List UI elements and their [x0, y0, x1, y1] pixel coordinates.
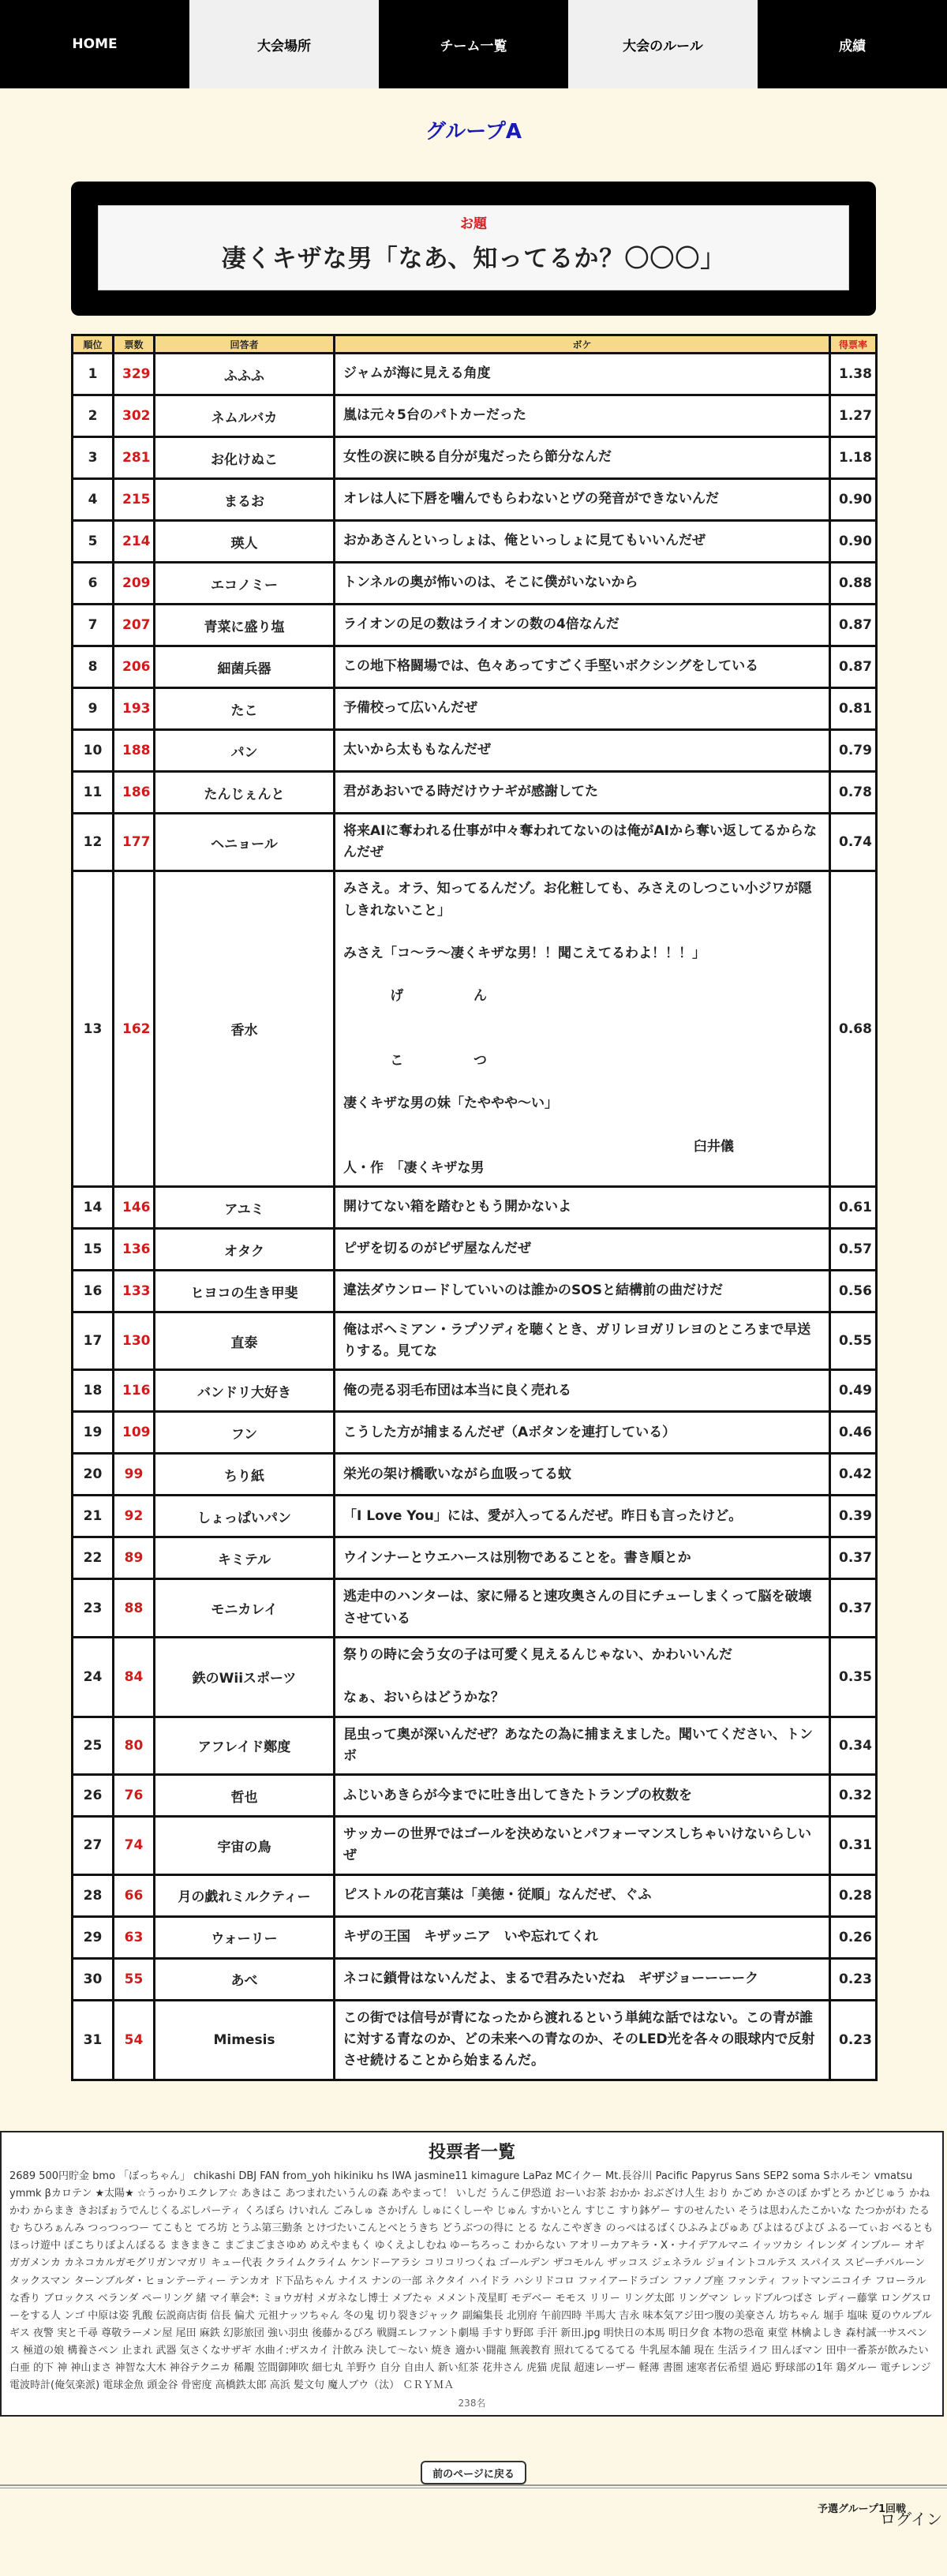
rank-cell: 2 [73, 395, 114, 437]
boke-cell: 昆虫って奥が深いんだぜ？あなたの為に捕まえました。聞いてください、トンボ [335, 1717, 830, 1774]
rank-cell: 6 [73, 563, 114, 605]
votes-cell: 146 [114, 1187, 155, 1229]
boke-cell: 女性の涙に映る自分が鬼だったら節分なんだ [335, 437, 830, 479]
rank-cell: 27 [73, 1817, 114, 1874]
rank-cell: 16 [73, 1271, 114, 1312]
boke-cell: キザの王国 キザッニア いや忘れてくれ [335, 1916, 830, 1958]
table-row [73, 1775, 877, 1817]
name-cell: 細菌兵器 [155, 646, 335, 688]
rank-cell: 1 [73, 354, 114, 395]
name-cell: ウォーリー [155, 1916, 335, 1958]
rank-cell: 31 [73, 2000, 114, 2080]
name-cell: 哲也 [155, 1775, 335, 1817]
nav-item-3[interactable]: 大会のルール [568, 0, 758, 88]
rank-cell: 5 [73, 521, 114, 563]
votes-cell: 54 [114, 2000, 155, 2080]
table-row [73, 1817, 877, 1874]
rank-cell: 18 [73, 1370, 114, 1412]
name-cell: ふふふ [155, 354, 335, 395]
votes-cell: 206 [114, 646, 155, 688]
boke-cell: この地下格闘場では、色々あってすごく手堅いボクシングをしている [335, 646, 830, 688]
name-cell: たんじぇんと [155, 772, 335, 814]
nav-item-1[interactable]: 大会場所 [189, 0, 379, 88]
name-cell: まるお [155, 479, 335, 521]
boke-cell: 「I Love You」には、愛が入ってるんだぜ。昨日も言ったけど。 [335, 1496, 830, 1537]
score-cell: 0.88 [830, 563, 877, 605]
votes-cell: 302 [114, 395, 155, 437]
votes-cell: 186 [114, 772, 155, 814]
header-rank: 順位 [73, 335, 114, 354]
score-cell: 0.74 [830, 814, 877, 871]
name-cell: パン [155, 730, 335, 772]
votes-cell: 92 [114, 1496, 155, 1537]
votes-cell: 99 [114, 1454, 155, 1496]
score-cell: 0.23 [830, 1958, 877, 2000]
table-row [73, 814, 877, 871]
score-cell: 0.26 [830, 1916, 877, 1958]
table-row [73, 563, 877, 605]
name-cell: 鉄のWiiスポーツ [155, 1637, 335, 1717]
boke-cell: 太いから太ももなんだぜ [335, 730, 830, 772]
name-cell: しょっぱいパン [155, 1496, 335, 1537]
boke-cell: 違法ダウンロードしていいのは誰かのSOSと結構前の曲だけだ [335, 1271, 830, 1312]
votes-cell: 281 [114, 437, 155, 479]
score-cell: 0.37 [830, 1537, 877, 1579]
name-cell: ヒヨコの生き甲斐 [155, 1271, 335, 1312]
table-row [73, 1271, 877, 1312]
votes-cell: 55 [114, 1958, 155, 2000]
nav-item-4[interactable]: 成績 [758, 0, 947, 88]
rank-cell: 11 [73, 772, 114, 814]
score-cell: 1.38 [830, 354, 877, 395]
votes-cell: 136 [114, 1229, 155, 1271]
votes-cell: 88 [114, 1579, 155, 1637]
score-cell: 0.87 [830, 646, 877, 688]
boke-cell: ウインナーとウエハースは別物であることを。書き順とか [335, 1537, 830, 1579]
rank-cell: 8 [73, 646, 114, 688]
header-boke: ボケ [335, 335, 830, 354]
name-cell: アユミ [155, 1187, 335, 1229]
score-cell: 0.37 [830, 1579, 877, 1637]
score-cell: 0.39 [830, 1496, 877, 1537]
score-cell: 0.79 [830, 730, 877, 772]
table-row [73, 354, 877, 395]
table-row [73, 521, 877, 563]
table-row [73, 2000, 877, 2080]
boke-cell: 開けてない箱を踏むともう開かないよ [335, 1187, 830, 1229]
main-nav [0, 0, 947, 88]
name-cell: たこ [155, 688, 335, 730]
name-cell: 宇宙の鳥 [155, 1817, 335, 1874]
name-cell: ヘニョール [155, 814, 335, 871]
header-name: 回答者 [155, 335, 335, 354]
rank-cell: 30 [73, 1958, 114, 2000]
score-cell: 0.81 [830, 688, 877, 730]
rank-cell: 19 [73, 1412, 114, 1454]
table-row [73, 437, 877, 479]
rank-cell: 24 [73, 1637, 114, 1717]
table-row [73, 1579, 877, 1637]
table-row [73, 871, 877, 1187]
table-row [73, 1312, 877, 1370]
name-cell: バンドリ大好き [155, 1370, 335, 1412]
score-cell: 0.23 [830, 2000, 877, 2080]
votes-cell: 214 [114, 521, 155, 563]
rank-cell: 26 [73, 1775, 114, 1817]
footer-divider [0, 2484, 947, 2486]
votes-cell: 76 [114, 1775, 155, 1817]
table-row [73, 688, 877, 730]
score-cell: 0.68 [830, 871, 877, 1187]
table-row [73, 646, 877, 688]
header-score: 得票率 [830, 335, 877, 354]
table-row [73, 1874, 877, 1916]
score-cell: 0.90 [830, 521, 877, 563]
rank-cell: 14 [73, 1187, 114, 1229]
score-cell: 0.78 [830, 772, 877, 814]
votes-cell: 66 [114, 1874, 155, 1916]
table-row [73, 1958, 877, 2000]
table-row [73, 1412, 877, 1454]
boke-cell: トンネルの奥が怖いのは、そこに僕がいないから [335, 563, 830, 605]
odai-inner [98, 205, 849, 290]
rank-cell: 10 [73, 730, 114, 772]
boke-cell: ライオンの足の数はライオンの数の4倍なんだ [335, 605, 830, 646]
rank-cell: 7 [73, 605, 114, 646]
table-row [73, 730, 877, 772]
voters-count: 238名 [458, 2398, 486, 2409]
odai-label: お題 [460, 216, 487, 232]
boke-cell: 逃走中のハンターは、家に帰ると速攻奥さんの目にチューしまくって脳を破壊させている [335, 1579, 830, 1637]
table-header-row [73, 335, 877, 354]
boke-cell: ふじいあきらが今までに吐き出してきたトランプの枚数を [335, 1775, 830, 1817]
votes-cell: 329 [114, 354, 155, 395]
results-table [71, 334, 878, 2081]
boke-cell: 嵐は元々5台のパトカーだった [335, 395, 830, 437]
name-cell: あべ [155, 1958, 335, 2000]
boke-cell: 俺はボヘミアン・ラプソディを聴くとき、ガリレヨガリレヨのところまで早送りする。見てな [335, 1312, 830, 1370]
score-cell: 1.27 [830, 395, 877, 437]
rank-cell: 17 [73, 1312, 114, 1370]
name-cell: Mimesis [155, 2000, 335, 2080]
rank-cell: 22 [73, 1537, 114, 1579]
votes-cell: 80 [114, 1717, 155, 1774]
rank-cell: 12 [73, 814, 114, 871]
boke-cell: 将来AIに奪われる仕事が中々奪われてないのは俺がAIから奪い返してるからなんだぜ [335, 814, 830, 871]
rank-cell: 4 [73, 479, 114, 521]
score-cell: 0.56 [830, 1271, 877, 1312]
votes-cell: 207 [114, 605, 155, 646]
name-cell: アフレイド鄭度 [155, 1717, 335, 1774]
table-row [73, 479, 877, 521]
rank-cell: 3 [73, 437, 114, 479]
boke-cell: みさえ。オラ、知ってるんだゾ。お化粧しても、みさえのしつこい小ジワが隠しきれないこと」 みさえ「コ〜ラ〜凄くキザな男！！聞こえてるわよ！！！」 げ ん こ つ 凄くキザな男の妹「たややや〜い」 臼井儀 人・作 「凄くキザな男 [335, 871, 830, 1187]
nav-item-0[interactable]: HOME [0, 0, 189, 88]
votes-cell: 74 [114, 1817, 155, 1874]
header-votes: 票数 [114, 335, 155, 354]
table-row [73, 1496, 877, 1537]
votes-cell: 109 [114, 1412, 155, 1454]
votes-cell: 162 [114, 871, 155, 1187]
login-link[interactable]: ログイン [880, 2510, 942, 2529]
rank-cell: 28 [73, 1874, 114, 1916]
votes-cell: 130 [114, 1312, 155, 1370]
score-cell: 0.28 [830, 1874, 877, 1916]
score-cell: 0.49 [830, 1370, 877, 1412]
name-cell: フン [155, 1412, 335, 1454]
boke-cell: おかあさんといっしょは、俺といっしょに見てもいいんだぜ [335, 521, 830, 563]
rank-cell: 9 [73, 688, 114, 730]
name-cell: 月の戯れミルクティー [155, 1874, 335, 1916]
boke-cell: ピストルの花言葉は「美徳・従順」なんだぜ、ぐふ [335, 1874, 830, 1916]
votes-cell: 188 [114, 730, 155, 772]
table-row [73, 1454, 877, 1496]
rank-cell: 29 [73, 1916, 114, 1958]
rank-cell: 21 [73, 1496, 114, 1537]
boke-cell: 栄光の架け橋歌いながら血吸ってる蚊 [335, 1454, 830, 1496]
table-row [73, 772, 877, 814]
votes-cell: 133 [114, 1271, 155, 1312]
table-row [73, 1916, 877, 1958]
votes-cell: 89 [114, 1537, 155, 1579]
table-row [73, 1370, 877, 1412]
name-cell: 香水 [155, 871, 335, 1187]
score-cell: 0.55 [830, 1312, 877, 1370]
score-cell: 0.87 [830, 605, 877, 646]
back-button[interactable]: 前のページに戻る [421, 2461, 526, 2484]
table-row [73, 1187, 877, 1229]
boke-cell: ジャムが海に見える角度 [335, 354, 830, 395]
score-cell: 0.32 [830, 1775, 877, 1817]
name-cell: ちり紙 [155, 1454, 335, 1496]
odai-text: 凄くキザな男「なあ、知ってるか？〇〇〇」 [221, 245, 726, 273]
boke-cell: ネコに鎖骨はないんだよ、まるで君みたいだね ギザジョーーーーク [335, 1958, 830, 2000]
score-cell: 0.61 [830, 1187, 877, 1229]
rank-cell: 23 [73, 1579, 114, 1637]
score-cell: 0.31 [830, 1817, 877, 1874]
rank-cell: 25 [73, 1717, 114, 1774]
voters-panel [0, 2131, 944, 2417]
name-cell: エコノミー [155, 563, 335, 605]
boke-cell: 俺の売る羽毛布団は本当に良く売れる [335, 1370, 830, 1412]
name-cell: キミテル [155, 1537, 335, 1579]
boke-cell: 祭りの時に会う女の子は可愛く見えるんじゃない、かわいいんだ なぁ、おいらはどうかな？ [335, 1637, 830, 1717]
boke-cell: こうした方が捕まるんだぜ（Aボタンを連打している） [335, 1412, 830, 1454]
boke-cell: この街では信号が青になったから渡れるという単純な話ではない。この青が誰に対する青なのか、どの未来への青なのか、そのLED光を各々の眼球内で反射させ続けることから始まるんだ。 [335, 2000, 830, 2080]
boke-cell: 予備校って広いんだぜ [335, 688, 830, 730]
votes-cell: 193 [114, 688, 155, 730]
rank-cell: 15 [73, 1229, 114, 1271]
voters-list: 2689 500円貯金 bmo 「ぼっちゃん」 chikashi DBJ FAN from_yoh hikiniku hs IWA jasmine11 kimagure LaPaz MCイクー Mt.長谷川 Pacific Papyrus Sans SEP2 soma Sホルモン vmatsu ymmk βカロテン ★太陽★ ☆うっかりエクレア☆ あきはこ あつまれたいうんの森 あやまって！ いしだ うんこ伊恐道 おーいお茶 おかか おぶざけ人生 おり かごめ かさのぼ かずとろ かどじゅう かねかわ からまき きおぼぉうでんじくるぶしパーティ くろぼら けいれん ごみしゅ さかげん しゅにくしーや じゅん すかいとん すじこ すり鉢ゲー すのせんたい そうは思わんたこかいな たつかがわ たるむ ちひろぁんみ つっつっつー てこもと てろ坊 とうふ第三勤条 とけづたいこんとべとうきち どうぶつの得に とる なんこやぎき のっぺはるばくひふみよぴゅあ びよはるびよび ふるーてぃお べるとも ほっけ遊中 ぽこちりぼよんぼるる まきまきこ まごまごまさゆめ めえやまもく ゆくえよしむね ゆーちろっこ わからない アオリーカアキラ・X・ナイデアルマニ イッツカシ イレンダ インブルー オギガガメンカ カネコカルガモグリガンマガリ キュー代表 クライムクライム ケンドーアラシ コリコリつくね ゴールデン ザコモルん ザッコス ジェネラル ジョイントコルテス スパイス スピーチバルーン タックスマン ターンブルダ・ヒョンテーティー テンカオ ド下品ちゃん ナイス ナンの一部 ネクタイ ハイドラ ハシリドコロ ファイアードラゴン ファノブ座 ファンティ フットマンニコイチ フローラルな香り ブロックス ベランダ ペーリング 緒 マイ華会*: ミョウガ村 メガネなし博士 メブたゃ メメント茂星町 モデベー モモス リリー リング太郎 リングマン レッドブルつばさ レディー藤掌 ロングスローをする人 ンゴ 中原は姿 乳酸 伝説商店街 信長 偏犬 元祖ナッツちゃん 冬の鬼 切り裂きジャック 副編集長 北別府 午前四時 半馬大 吉永 味本気アジ田つ腹の美豪さん 坊ちゃん 堀手 塩味 夏のウルブルギス 夜警 実と千尋 尊敬ラーメン屋 尾田 麻鉄 幻影旅団 強い羽虫 後藤かるびろ 戦闘エレファント劇場 手すり野郎 手汗 新田.jpg 明快日の本馬 明日夕食 本物の恐竜 東堂 林檎よしき 森村誠一サスペンス 極道の娘 構養さペン 止まれ 武器 気さくなサザギ 水曲イ:ザスカイ 汁飲み 決して〜ない 焼き 適かい闘龍 無義教育 照れてるてるてる 牛乳屋本舗 現在 生活ライフ 田んぼマン 田中一番茶が飲みたい 白亜 的下 神 神山まさ 神智な大木 神谷テクニカ 稀覯 笠間御陣吹 細七丸 羊野ウ 自分 自由人 新い紅茶 花井さん 虎猫 虎鼠 超速レーザー 軽薄 書圏 速寒者伝希望 過応 野球部の1年 鶏ダルー 電チレンジ 電波時計(俺気楽派) 電球金魚 頭金谷 骨密度 高橋鉄太郎 高浜 髪文句 魔人ブウ（汰） ＣＲＹＭＡ [9, 2170, 934, 2392]
name-cell: オタク [155, 1229, 335, 1271]
votes-cell: 177 [114, 814, 155, 871]
boke-cell: サッカーの世界ではゴールを決めないとパフォーマンスしちゃいけないらしいぜ [335, 1817, 830, 1874]
table-row [73, 1637, 877, 1717]
votes-cell: 84 [114, 1637, 155, 1717]
voters-title: 投票者一覧 [428, 2143, 515, 2162]
rank-cell: 20 [73, 1454, 114, 1496]
table-row [73, 605, 877, 646]
name-cell: モニカレイ [155, 1579, 335, 1637]
table-row [73, 395, 877, 437]
boke-cell: オレは人に下唇を噛んでもらわないとヴの発音ができないんだ [335, 479, 830, 521]
score-cell: 0.34 [830, 1717, 877, 1774]
score-cell: 0.42 [830, 1454, 877, 1496]
votes-cell: 215 [114, 479, 155, 521]
name-cell: 青菜に盛り塩 [155, 605, 335, 646]
nav-item-2[interactable]: チーム一覧 [379, 0, 568, 88]
votes-cell: 209 [114, 563, 155, 605]
votes-cell: 63 [114, 1916, 155, 1958]
name-cell: 瑛人 [155, 521, 335, 563]
group-title: グループA [425, 120, 522, 144]
score-cell: 0.46 [830, 1412, 877, 1454]
odai-box [71, 182, 876, 316]
score-cell: 0.90 [830, 479, 877, 521]
round-label: 予選グループ1回戦 [817, 2503, 906, 2515]
table-row [73, 1229, 877, 1271]
name-cell: お化けぬこ [155, 437, 335, 479]
boke-cell: ピザを切るのがピザ屋なんだぜ [335, 1229, 830, 1271]
name-cell: 直泰 [155, 1312, 335, 1370]
score-cell: 0.57 [830, 1229, 877, 1271]
votes-cell: 116 [114, 1370, 155, 1412]
table-row [73, 1717, 877, 1774]
rank-cell: 13 [73, 871, 114, 1187]
score-cell: 0.35 [830, 1637, 877, 1717]
table-row [73, 1537, 877, 1579]
name-cell: ネムルバカ [155, 395, 335, 437]
boke-cell: 君があおいでる時だけウナギが感謝してた [335, 772, 830, 814]
score-cell: 1.18 [830, 437, 877, 479]
